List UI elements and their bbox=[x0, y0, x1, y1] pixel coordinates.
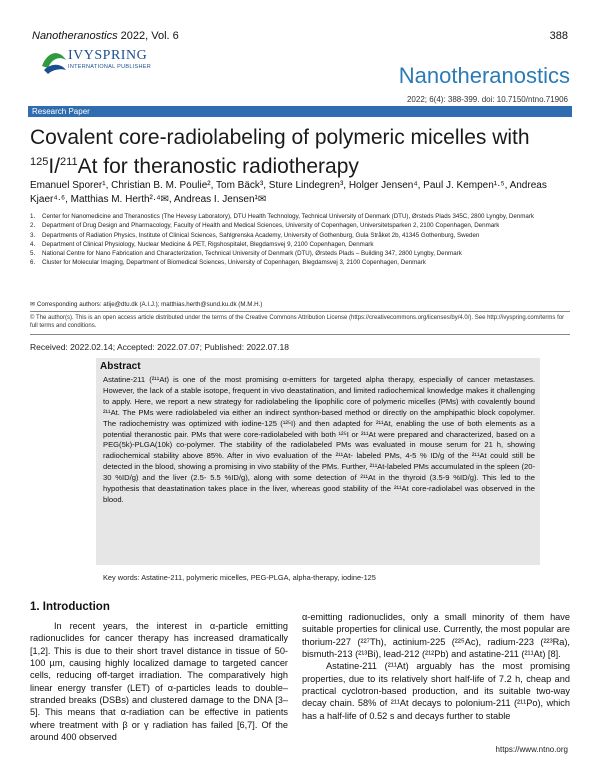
affiliation-item bbox=[30, 232, 570, 240]
publisher-name: IVYSPRING bbox=[68, 48, 148, 63]
license-text: © The author(s). This is an open access article distributed under the terms of the Creative Commons Attribution License (https://creativecommons.org/licenses/by/4.0/). See http://ivyspring.com/terms for full terms and conditions. bbox=[30, 315, 565, 329]
affiliation-number: 1. bbox=[30, 213, 36, 220]
divider bbox=[30, 334, 570, 335]
article-title: Covalent core-radiolabeling of polymeric micelles with $^{125}$I/$^{211}$At for theranostic radiotherapy bbox=[30, 126, 530, 178]
paragraph: α-emitting radionuclides, only a small minority of them have suitable properties for clinical use. Currently, the most popular are thorium-227 (²²⁷Th), actinium-225 (²²⁵Ac), radium-223 (²²³Ra), bismuth-213 (²¹³Bi), lead-212 (²¹²Pb) and astatine-211 (²¹¹At) [8]. bbox=[302, 612, 570, 660]
keywords: Key words: Astatine-211, polymeric micelles, PEG-PLGA, alpha-therapy, iodine-125 bbox=[103, 573, 376, 582]
section-heading: 1. Introduction bbox=[30, 601, 110, 613]
running-header-journal: Nanotheranostics 2022, Vol. 6 bbox=[32, 30, 179, 42]
section-bar bbox=[28, 106, 572, 117]
affiliation-number: 2. bbox=[30, 222, 36, 230]
affiliation-text: National Centre for Nano Fabrication and Characterization, Technical University of Denmark (DTU), Ørsteds Plads – Building 347, 2800 Lyngby, Denmark bbox=[42, 250, 462, 258]
affiliation-item bbox=[30, 222, 570, 230]
divider bbox=[30, 311, 570, 312]
paragraph: Astatine-211 (²¹¹At) arguably has the most promising properties, due to its relatively short half-life of 7.2 h, cheap and practical cyclotron-based production, and its suitable two-way decay chain. 58% of ²¹¹At decays to polonium-211 (²¹¹Po), which has a half-life of 0.52 s and decays further to stable bbox=[302, 661, 570, 721]
page-number: 388 bbox=[549, 30, 568, 42]
affiliation-item bbox=[30, 213, 570, 221]
affiliation-text: Department of Clinical Physiology, Nuclear Medicine & PET, Rigshospitalet, Blegdamsvej 9, 2100 Copenhagen, Denmark bbox=[42, 240, 374, 248]
abstract-heading: Abstract bbox=[100, 361, 141, 372]
affiliation-text: Departments of Radiation Physics, Institute of Clinical Sciences, Sahlgrenska Academy, University of Gothenburg, Gula Stråket 2b, 41345 Gothenburg, Sweden bbox=[42, 231, 480, 239]
abstract-text: Astatine-211 (²¹¹At) is one of the most promising α-emitters for targeted alpha therapy, especially of cancer metastases. However, the lack of a stable isotope, frequent in vivo deastatination, and limited radiochemical knowledge makes it challenging to apply. Here, we report a new strategy for radiolabeling the lipophilic core of polymeric micelles (PMs) with covalently bound ²¹¹At. The PMs were radiolabeled via either an indirect synthon-based method or directly on the amphipathic block copolymer. The radiochemistry was optimized with iodine-125 (¹²⁵I) and then adapted for ²¹¹At, enabling the use of both elements as a potential theranostic pair. PMs that were core-radiolabeled with both ¹²⁵I or ²¹¹At were prepared and characterized, based on a PEG(5k)-PLGA(10k) co-polymer. The stability of the radiolabeled PMs was evaluated in mouse serum for 21 h, showing radiochemical stability above 85%. After in vivo evaluation of the ²¹¹At- labeled PMs, 4-5 % ID/g of the ²¹¹At could still be detected in the blood, showing a promising in vivo stability of the PMs. Further, ²¹¹At-labeled PMs accumulated in the spleen (20-30 %ID/g) and the liver (2.5- 5.5 %ID/g), along with some detection of ²¹¹At in the thyroid (3.5-9 %ID/g). This led to the hypothesis that deastatination takes place in the liver, whereas good stability of the ²¹¹At core-radiolabel was observed in the blood. bbox=[103, 375, 535, 504]
body-column-right bbox=[302, 611, 570, 722]
paragraph: In recent years, the interest in α-particle emitting radionuclides for cancer therapy has increased dramatically [1,2]. This is due to their short travel distance in tissue of 50-100 µm, causing highly localized damage to targeted cancer cells, reducing off-target irradiation. The comparatively high linear energy transfer (LET) of α-particles leads to double–stranded breaks (DSBs) and clustered damage to the DNA [3–5]. This means that α-radiation can be effective in patients where treatment with β or γ radiation has failed [6,7]. Of the around 400 observed bbox=[30, 621, 288, 743]
affiliation-text: Cluster for Molecular Imaging, Department of Biomedical Sciences, University of Copenhagen, Blegdamsvej 3, 2100 Copenhagen, Denmark bbox=[42, 259, 426, 267]
corresponding-authors: ✉ Corresponding authors: atije@dtu.dk (A.I.J.); matthias.herth@sund.ku.dk (M.M.H.) bbox=[30, 301, 263, 308]
footer-url[interactable]: https://www.ntno.org bbox=[495, 745, 568, 754]
author-list: Emanuel Sporer¹, Christian B. M. Poulie², Tom Bäck³, Sture Lindegren³, Holger Jensen⁴, Paul J. Kempen¹·⁵, Andreas Kjaer⁴·⁶, Matthias M. Herth²·⁴✉, Andreas I. Jensen¹✉ bbox=[30, 180, 547, 205]
affiliations bbox=[30, 213, 570, 269]
publisher-subtitle: INTERNATIONAL PUBLISHER bbox=[68, 64, 151, 70]
body-column-left bbox=[30, 620, 288, 743]
affiliation-number: 5. bbox=[30, 250, 36, 258]
affiliation-item bbox=[30, 241, 570, 249]
affiliation-number: 3. bbox=[30, 231, 36, 239]
journal-brand: Nanotheranostics bbox=[398, 63, 570, 88]
affiliation-text: Department of Drug Design and Pharmacology, Faculty of Health and Medical Sciences, University of Copenhagen, Universitetsparken 2, 2100 Copenhagen, Denmark bbox=[42, 222, 500, 230]
citation: 2022; 6(4): 388-399. doi: 10.7150/ntno.71906 bbox=[406, 95, 568, 104]
publication-dates: Received: 2022.02.14; Accepted: 2022.07.07; Published: 2022.07.18 bbox=[30, 342, 289, 352]
affiliation-number: 6. bbox=[30, 259, 36, 267]
section-label: Research Paper bbox=[32, 107, 90, 116]
affiliation-item bbox=[30, 250, 570, 258]
affiliation-item bbox=[30, 259, 570, 267]
affiliation-text: Center for Nanomedicine and Theranostics (The Hevesy Laboratory), DTU Health Technology, Technical University of Denmark (DTU), Ørsteds Plads 345C, 2800 Lyngby, Denmark bbox=[42, 213, 535, 220]
affiliation-number: 4. bbox=[30, 240, 36, 248]
